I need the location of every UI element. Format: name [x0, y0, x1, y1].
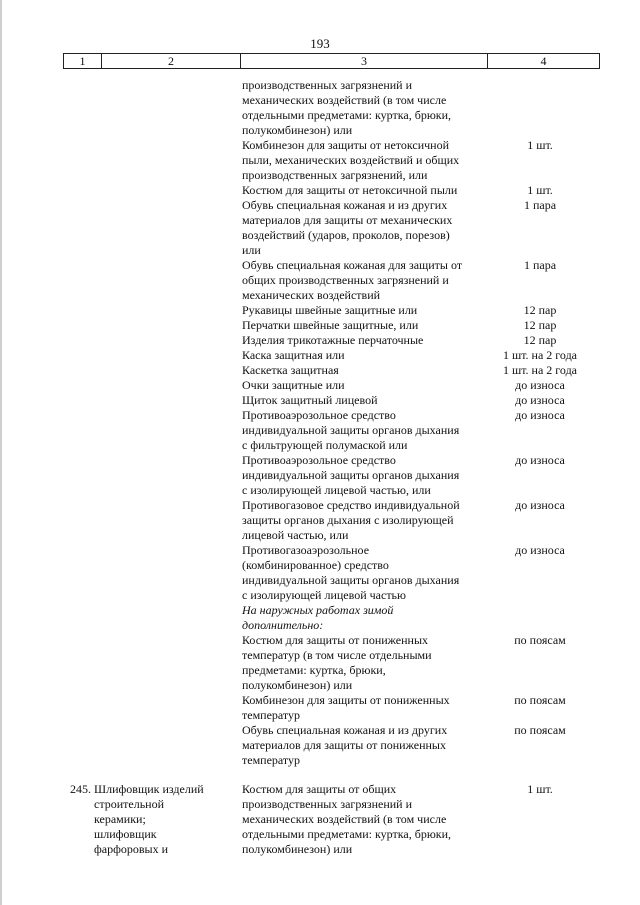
column-header-1: 1: [64, 54, 102, 68]
protective-item: Изделия трикотажные перчаточные: [242, 333, 424, 347]
protective-item: Костюм для защиты от нетоксичной пыли: [242, 183, 458, 197]
protective-item: Противогазоаэрозольное (комбинированное) средство индивидуальной защиты органов дыхания с изолирующей лицевой частью: [242, 543, 460, 602]
protective-item: Костюм для защиты от пониженных температур (в том числе отдельными предметами: куртка, брюки, полукомбинезон) или: [242, 633, 432, 692]
issue-norm: 1 пара: [523, 258, 557, 272]
issue-norm: 1 шт.: [527, 782, 553, 796]
table-row: [0, 333, 640, 348]
table-row: [0, 363, 640, 378]
table-row: [0, 78, 640, 138]
issue-norm: до износа: [515, 498, 565, 512]
table-row: [0, 453, 640, 498]
table-row: [0, 498, 640, 543]
protective-item: Рукавицы швейные защитные или: [242, 303, 418, 317]
table-row: [0, 348, 640, 363]
issue-norm: по поясам: [514, 633, 566, 647]
protective-item: производственных загрязнений и механических воздействий (в том числе отдельными предметами: куртка, брюки, полукомбинезон) или: [242, 78, 452, 137]
column-header-2: 2: [102, 54, 241, 68]
issue-norm: до износа: [515, 543, 565, 557]
protective-item: Обувь специальная кожаная и из других материалов для защиты от механических воздействий (ударов, проколов, порезов) или: [242, 198, 453, 257]
page-number: 193: [310, 36, 330, 51]
row-number: 245.: [70, 782, 91, 796]
column-header-3: 3: [241, 54, 488, 68]
issue-norm: 1 шт. на 2 года: [502, 348, 578, 362]
protective-item: Обувь специальная кожаная и из других материалов для защиты от пониженных температур: [242, 723, 448, 767]
issue-norm: 1 пара: [523, 198, 557, 212]
issue-norm: по поясам: [514, 693, 566, 707]
table-row: [0, 138, 640, 183]
table-row: [0, 693, 640, 723]
protective-item: Перчатки швейные защитные, или: [242, 318, 419, 332]
issue-norm: 1 шт.: [527, 183, 553, 197]
table-row: [0, 258, 640, 303]
table-row: [0, 408, 640, 453]
protective-item: Комбинезон для защиты от нетоксичной пыли, механических воздействий и общих производственных загрязнений, или: [242, 138, 460, 182]
protective-item: Щиток защитный лицевой: [242, 393, 378, 407]
table-row: [0, 603, 640, 633]
issue-norm: до износа: [515, 453, 565, 467]
table-row: [0, 183, 640, 198]
protective-item: Комбинезон для защиты от пониженных температур: [242, 693, 450, 722]
protective-item: Противогазовое средство индивидуальной защиты органов дыхания с изолирующей лицевой частью, или: [242, 498, 460, 542]
table-row: [0, 723, 640, 768]
protective-item: Каска защитная или: [242, 348, 345, 362]
table-row: [0, 393, 640, 408]
table-row: [0, 198, 640, 258]
issue-norm: 12 пар: [523, 333, 557, 347]
table-row: [0, 318, 640, 333]
protective-item: Противоаэрозольное средство индивидуальной защиты органов дыхания с фильтрующей полумаской или: [242, 408, 460, 452]
issue-norm: по поясам: [514, 723, 566, 737]
table-row: [0, 782, 640, 857]
issue-norm: 1 шт. на 2 года: [502, 363, 578, 377]
protective-item: Обувь специальная кожаная для защиты от общих производственных загрязнений и механических воздействий: [242, 258, 463, 302]
table-body: [0, 78, 640, 857]
issue-norm: до износа: [515, 408, 565, 422]
issue-norm: 12 пар: [523, 303, 557, 317]
protective-item: Очки защитные или: [242, 378, 345, 392]
protective-item: Костюм для защиты от общих производственных загрязнений и механических воздействий (в том числе отдельными предметами: куртка, брюки, полукомбинезон) или: [242, 782, 452, 856]
table-row: [0, 378, 640, 393]
issue-norm: до износа: [515, 378, 565, 392]
issue-norm: 1 шт.: [527, 138, 553, 152]
table-row: [0, 303, 640, 318]
section-note: На наружных работах зимой дополнительно:: [242, 603, 394, 632]
issue-norm: 12 пар: [523, 318, 557, 332]
protective-item: Противоаэрозольное средство индивидуальной защиты органов дыхания с изолирующей лицевой частью, или: [242, 453, 460, 497]
table-column-header-row: [63, 53, 600, 69]
table-row: [0, 543, 640, 603]
column-header-4: 4: [540, 54, 547, 68]
issue-norm: до износа: [515, 393, 565, 407]
protective-item: Каскетка защитная: [242, 363, 339, 377]
table-row: [0, 633, 640, 693]
occupation-name: Шлифовщик изделий строительной керамики; шлифовщик фарфоровых и: [94, 782, 204, 856]
